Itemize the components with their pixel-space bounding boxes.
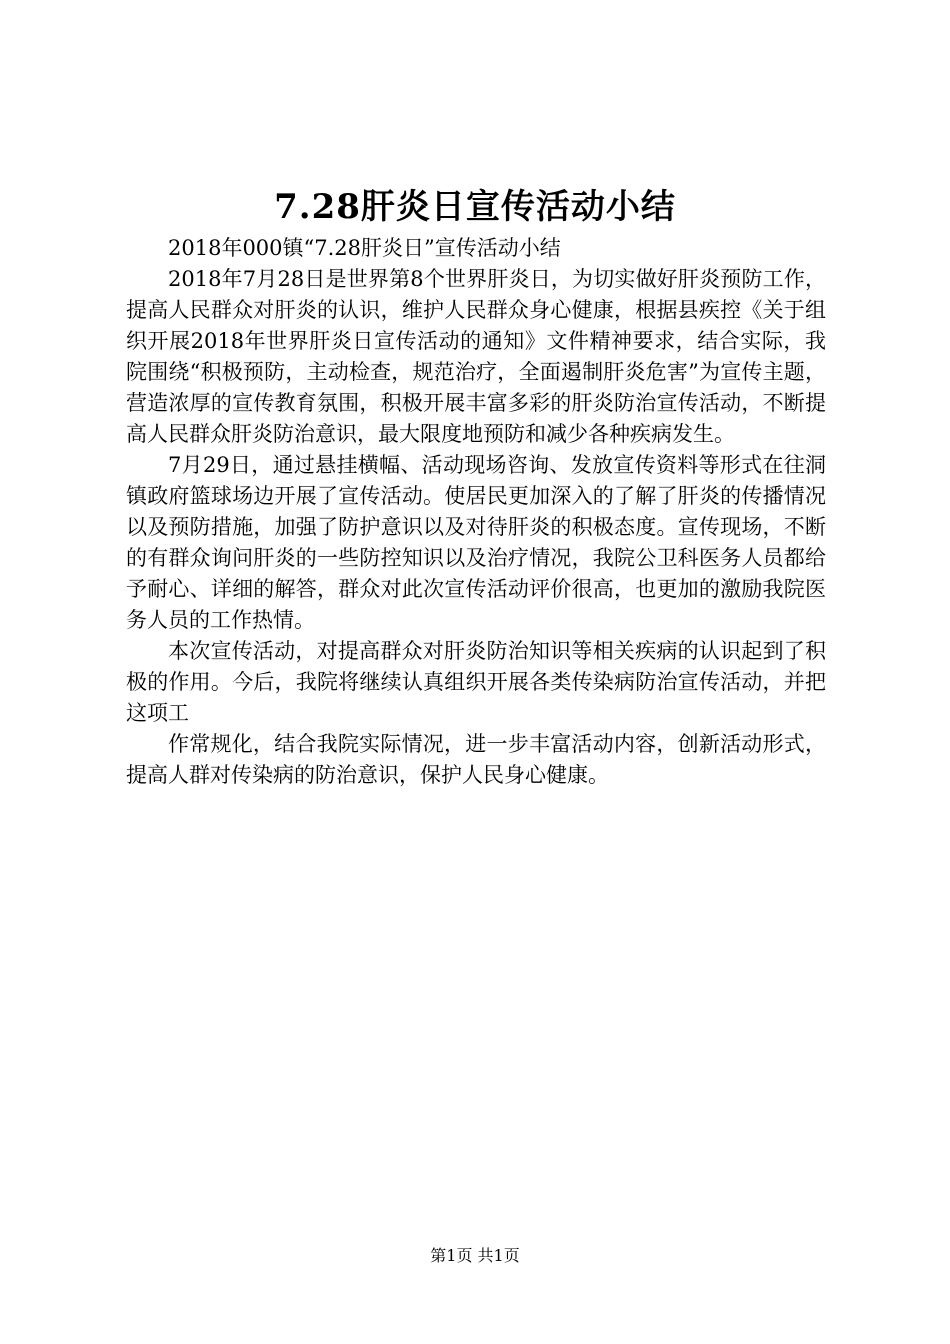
document-title: 7.28肝炎日宣传活动小结 xyxy=(274,187,676,227)
document-body xyxy=(126,233,826,791)
body-paragraph-2: 7月29日，通过悬挂横幅、活动现场咨询、发放宣传资料等形式在往洞镇政府篮球场边开展了宣传活动。使居民更加深入的了解了肝炎的传播情况以及预防措施，加强了防护意识以及对待肝炎的积极态度。宣传现场，不断的有群众询问肝炎的一些防控知识以及治疗情况，我院公卫科医务人员都给予耐心、详细的解答，群众对此次宣传活动评价很高，也更加的激励我院医务人员的工作热情。 xyxy=(126,453,826,632)
body-paragraph-1: 2018年7月28日是世界第8个世界肝炎日，为切实做好肝炎预防工作，提高人民群众对肝炎的认识，维护人民群众身心健康，根据县疾控《关于组织开展2018年世界肝炎日宣传活动的通知》文件精神要求，结合实际，我院围绕“积极预防，主动检查，规范治疗，全面遏制肝炎危害”为宣传主题，营造浓厚的宣传教育氛围，积极开展丰富多彩的肝炎防治宣传活动，不断提高人民群众肝炎防治意识，最大限度地预防和减少各种疾病发生。 xyxy=(126,267,826,446)
page-number-footer: 第1页 共1页 xyxy=(430,1246,520,1265)
body-paragraph-3: 本次宣传活动，对提高群众对肝炎防治知识等相关疾病的认识起到了积极的作用。今后，我院将继续认真组织开展各类传染病防治宣传活动，并把这项工 xyxy=(126,639,826,725)
subtitle-paragraph: 2018年000镇“7.28肝炎日”宣传活动小结 xyxy=(168,236,561,260)
body-paragraph-4: 作常规化，结合我院实际情况，进一步丰富活动内容，创新活动形式，提高人群对传染病的防治意识，保护人民身心健康。 xyxy=(126,732,826,787)
